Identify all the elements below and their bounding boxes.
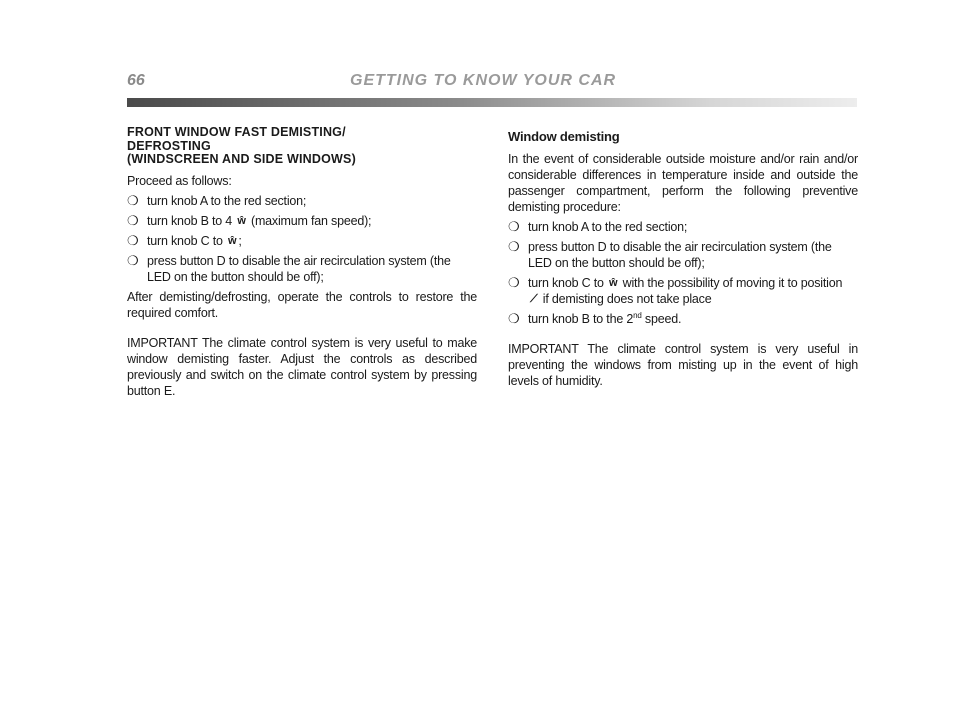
header-rule [127, 98, 857, 107]
bullet-icon: ❍ [127, 232, 139, 248]
bullet-icon: ❍ [508, 219, 520, 234]
bullet-icon: ❍ [127, 212, 139, 228]
list-item: ❍ turn knob A to the red section; [127, 192, 307, 208]
list-item: ❍ press button D to disable the air recirculation system (the LED on the button should be off); [508, 239, 832, 270]
intro-text: Proceed as follows: [127, 173, 232, 188]
list-item: ❍ turn knob C to ŵ with the possibility of moving it to position ⟋ if demisting does not take place [508, 275, 843, 306]
fan-max-icon: ŵ [237, 214, 246, 227]
page-number: 66 [127, 72, 145, 89]
running-title: GETTING TO KNOW YOUR CAR [350, 72, 617, 89]
intro-text: In the event of considerable outside moisture and/or rain and/or considerable differences in temperature inside and outside the passenger compartment, perform the following preventive demisting procedure: [508, 152, 858, 214]
page-header [127, 70, 857, 94]
feet-demist-icon: ⟋ [530, 293, 538, 305]
bullet-icon: ❍ [127, 192, 139, 208]
list-item: ❍ press button D to disable the air recirculation system (the LED on the button should be off); [127, 252, 451, 284]
subsection-heading: Window demisting [508, 129, 620, 144]
demist-icon: ŵ [228, 234, 237, 247]
right-column [508, 126, 858, 393]
list-item: ❍ turn knob B to 4 ŵ (maximum fan speed); [127, 212, 372, 228]
procedure-list [127, 193, 477, 285]
bullet-icon: ❍ [127, 252, 139, 268]
list-item: ❍ turn knob A to the red section; [508, 219, 688, 234]
important-note: IMPORTANT The climate control system is very useful to make window demisting faster. Adjust the controls as described previously and switch on the climate control system by pressing button E. [127, 335, 477, 398]
demist-icon: ŵ [609, 277, 618, 289]
bullet-icon: ❍ [508, 239, 520, 254]
important-note: IMPORTANT The climate control system is very useful in preventing the windows from misting up in the event of high levels of humidity. [508, 342, 858, 388]
procedure-list [508, 219, 858, 327]
after-text: After demisting/defrosting, operate the controls to restore the required comfort. [127, 289, 477, 320]
bullet-icon: ❍ [508, 311, 520, 326]
section-heading: FRONT WINDOW FAST DEMISTING/ DEFROSTING (WINDSCREEN AND SIDE WINDOWS) [127, 125, 356, 166]
list-item: ❍ turn knob C to ŵ ; [127, 232, 242, 248]
list-item: ❍ turn knob B to the 2nd speed. [508, 310, 682, 326]
bullet-icon: ❍ [508, 275, 520, 290]
left-column [127, 126, 477, 403]
